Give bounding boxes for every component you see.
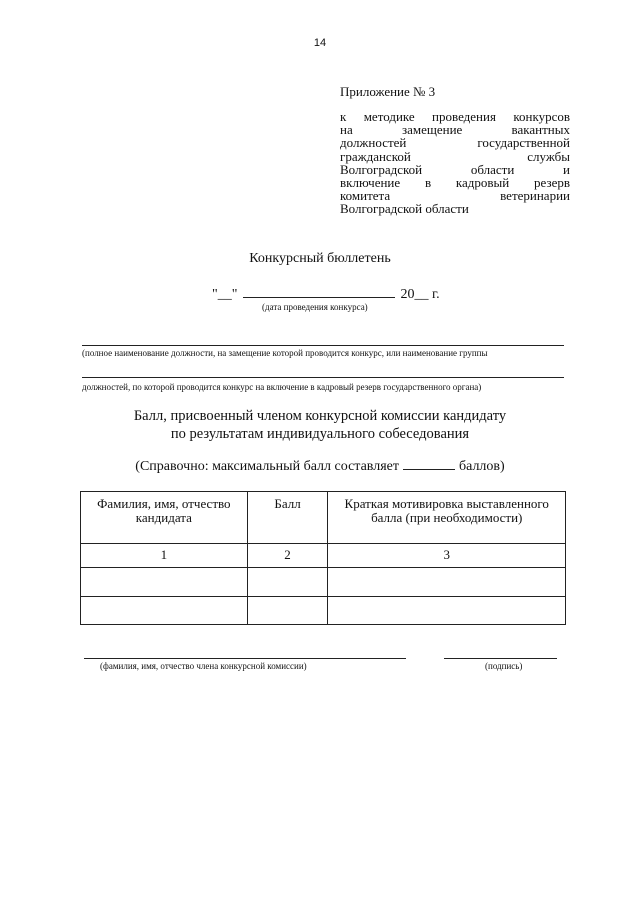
table-cell[interactable] [247, 568, 328, 597]
position-blank-line-2[interactable] [82, 377, 564, 378]
header-candidate-name: Фамилия, имя, отчество кандидата [81, 492, 248, 544]
table-cell[interactable] [328, 568, 566, 597]
column-number: 1 [81, 544, 248, 568]
appendix-line: гражданской службы [340, 148, 570, 164]
score-heading [0, 407, 640, 443]
appendix-text [340, 110, 570, 216]
column-number: 3 [328, 544, 566, 568]
page-number: 14 [313, 37, 327, 49]
signature-blank-line[interactable] [444, 658, 557, 659]
table-cell[interactable] [328, 597, 566, 625]
appendix-title: Приложение № 3 [340, 84, 436, 99]
position-blank-line-1[interactable] [82, 345, 564, 346]
score-heading-line-1: Балл, присвоенный членом конкурсной комиссии кандидату [133, 408, 507, 424]
ballot-title: Конкурсный бюллетень [249, 251, 391, 266]
score-heading-line-2: по результатам индивидуального собеседования [170, 426, 470, 442]
table-numbering-row [81, 544, 566, 568]
header-motivation: Краткая мотивировка выставленного балла (при необходимости) [328, 492, 566, 544]
table-cell[interactable] [81, 597, 248, 625]
member-name-caption: (фамилия, имя, отчество члена конкурсной комиссии) [100, 661, 307, 671]
appendix-line: Волгоградской области [340, 201, 469, 217]
appendix-line: Волгоградской области и [340, 161, 570, 177]
appendix-line: комитета ветеринарии [340, 188, 570, 204]
max-score-blank-field[interactable] [403, 457, 455, 470]
max-score-suffix: баллов) [458, 459, 505, 474]
date-day: "__" [212, 287, 238, 302]
table-cell[interactable] [247, 597, 328, 625]
max-score-note [0, 457, 640, 475]
appendix-line: должностей государственной [340, 135, 570, 151]
table-header-row [81, 492, 566, 544]
max-score-prefix: (Справочно: максимальный балл составляет [135, 459, 399, 474]
position-caption-1: (полное наименование должности, на замещение которой проводится конкурс, или наименование группы [82, 348, 488, 358]
appendix-line: на замещение вакантных [340, 122, 570, 138]
table-row [81, 597, 566, 625]
member-name-blank-line[interactable] [84, 658, 406, 659]
date-year: 20__ г. [400, 287, 440, 302]
appendix-line: включение в кадровый резерв [340, 175, 570, 191]
header-score: Балл [247, 492, 328, 544]
score-table [80, 491, 566, 625]
table-row [81, 568, 566, 597]
position-caption-2: должностей, по которой проводится конкурс на включение в кадровый резерв государственного органа) [82, 382, 482, 392]
date-caption: (дата проведения конкурса) [262, 302, 368, 312]
date-line [212, 284, 440, 303]
table-cell[interactable] [81, 568, 248, 597]
date-blank-field[interactable] [243, 284, 395, 298]
column-number: 2 [247, 544, 328, 568]
signature-caption: (подпись) [485, 661, 523, 671]
appendix-line: к методике проведения конкурсов [340, 109, 570, 124]
